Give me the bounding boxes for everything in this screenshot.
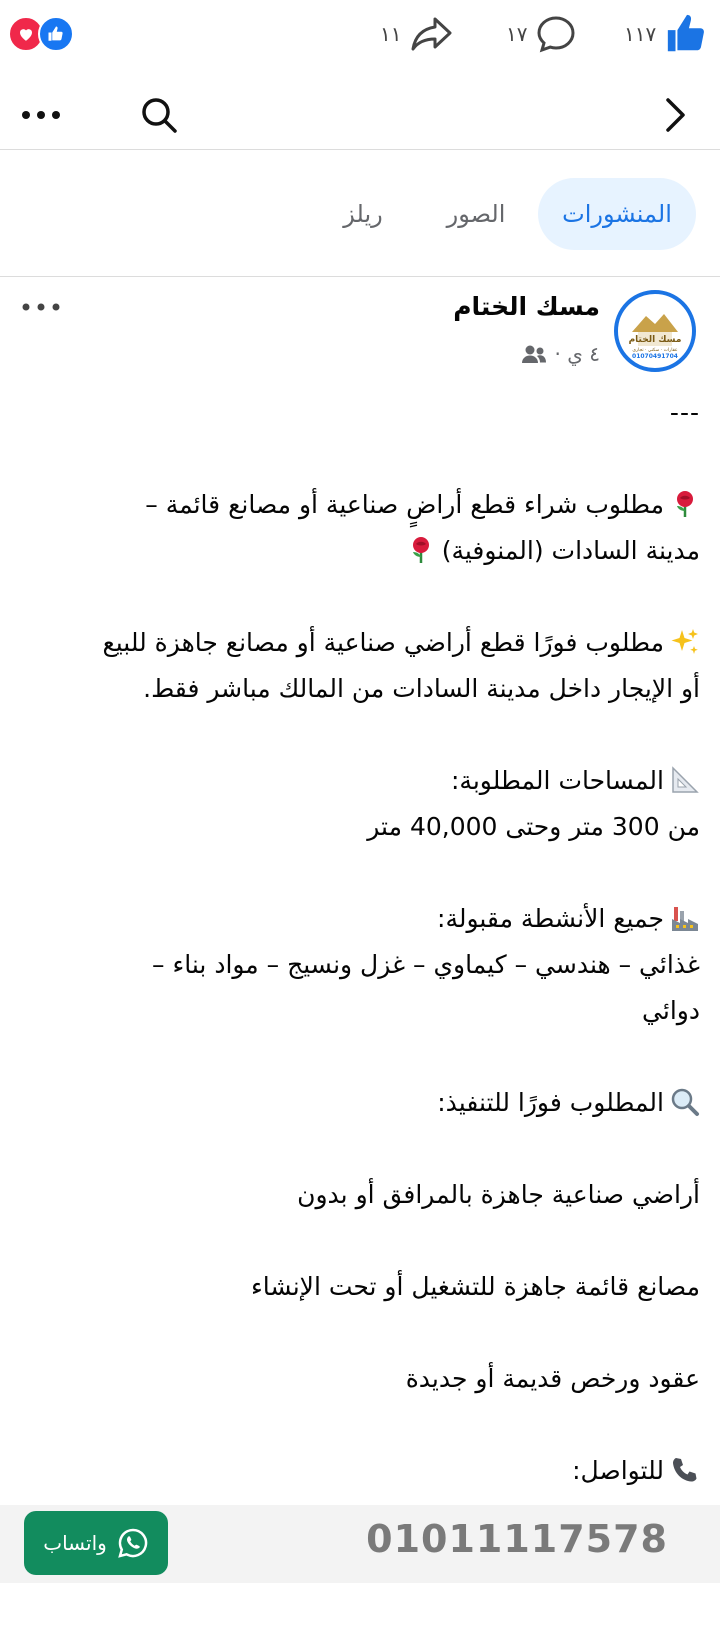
divider: [0, 276, 720, 277]
share-count-value: ١١: [380, 22, 402, 46]
post-line: [20, 1034, 700, 1080]
rose-icon: [406, 535, 436, 565]
post-line: [20, 712, 700, 758]
like-icon: [664, 11, 710, 57]
tab-reels[interactable]: ريلز: [343, 200, 383, 228]
chevron-right-icon: [663, 97, 687, 133]
whatsapp-icon: [117, 1527, 149, 1559]
post-line: [20, 1218, 700, 1264]
post-line: مطلوب فورًا قطع أراضي صناعية أو مصانع جاهزة للبيع: [20, 620, 700, 666]
reaction-icons[interactable]: [8, 16, 78, 52]
whatsapp-button[interactable]: [24, 1511, 168, 1575]
contact-bar: [0, 1505, 720, 1583]
tab-posts[interactable]: المنشورات: [538, 178, 696, 250]
post-line: مطلوب شراء قطع أراضٍ صناعية أو مصانع قائمة –: [20, 482, 700, 528]
tab-photos[interactable]: الصور: [446, 200, 506, 228]
post-line: مدينة السادات (المنوفية): [20, 528, 700, 574]
post-line: غذائي – هندسي – كيماوي – غزل ونسيج – مواد بناء –: [152, 950, 700, 979]
post-line: عقود ورخص قديمة أو جديدة: [405, 1364, 700, 1393]
profile-tabs: [0, 178, 720, 250]
post-line: للتواصل:: [20, 1448, 700, 1494]
phone-icon: [670, 1455, 700, 1485]
back-button[interactable]: [652, 92, 698, 138]
avatar[interactable]: [614, 290, 696, 372]
search-icon: [140, 96, 178, 134]
share-count[interactable]: [380, 14, 453, 54]
post-line: [20, 574, 700, 620]
post-meta: [521, 342, 600, 366]
comment-icon: [535, 14, 577, 54]
search-button[interactable]: [136, 92, 182, 138]
post-line: أراضي صناعية جاهزة بالمرافق أو بدون: [297, 1180, 700, 1209]
svg-text:مسك الختام: مسك الختام: [628, 335, 682, 345]
post-header: [0, 290, 720, 380]
post-line: أو الإيجار داخل مدينة السادات من المالك مباشر فقط.: [143, 674, 700, 703]
more-options-button[interactable]: [18, 92, 64, 138]
post-line: [20, 1126, 700, 1172]
friends-audience-icon: [521, 344, 547, 364]
post-line: المساحات المطلوبة:: [20, 758, 700, 804]
post-line: جميع الأنشطة مقبولة:: [20, 896, 700, 942]
post-line: [20, 1310, 700, 1356]
comment-count[interactable]: [506, 14, 577, 54]
avatar-logo: [618, 294, 692, 368]
reactions-bar: [0, 0, 720, 70]
share-icon: [409, 15, 453, 53]
rose-icon: [670, 489, 700, 519]
post-text: [20, 390, 700, 1494]
top-nav: [0, 80, 720, 150]
post-line: [20, 436, 700, 482]
post-time: ٤ ي ·: [554, 342, 600, 366]
post-line: [20, 1402, 700, 1448]
more-icon: [22, 303, 60, 311]
whatsapp-label: واتساب: [43, 1531, 107, 1555]
post-line: من 300 متر وحتى 40,000 متر: [367, 812, 700, 841]
triangle-ruler-icon: [670, 765, 700, 795]
svg-text:01070491704: 01070491704: [632, 353, 678, 360]
post-more-button[interactable]: [16, 292, 66, 322]
post-line: ---: [669, 398, 700, 427]
like-count[interactable]: [624, 14, 710, 54]
post-line: دوائي: [642, 996, 700, 1025]
svg-text:عقارات · سكني · تجاري: عقارات · سكني · تجاري: [632, 348, 678, 353]
comment-count-value: ١٧: [506, 22, 528, 46]
post-line: المطلوب فورًا للتنفيذ:: [20, 1080, 700, 1126]
like-count-value: ١١٧: [624, 22, 657, 46]
phone-number[interactable]: 01011117578: [366, 1517, 668, 1561]
sparkles-icon: [670, 627, 700, 657]
post-line: [20, 850, 700, 896]
post-author[interactable]: مسك الختام: [453, 292, 600, 321]
like-reaction-icon: [38, 16, 74, 52]
more-icon: [21, 110, 61, 120]
magnifier-icon: [670, 1087, 700, 1117]
factory-icon: [670, 903, 700, 933]
post-line: مصانع قائمة جاهزة للتشغيل أو تحت الإنشاء: [251, 1272, 700, 1301]
